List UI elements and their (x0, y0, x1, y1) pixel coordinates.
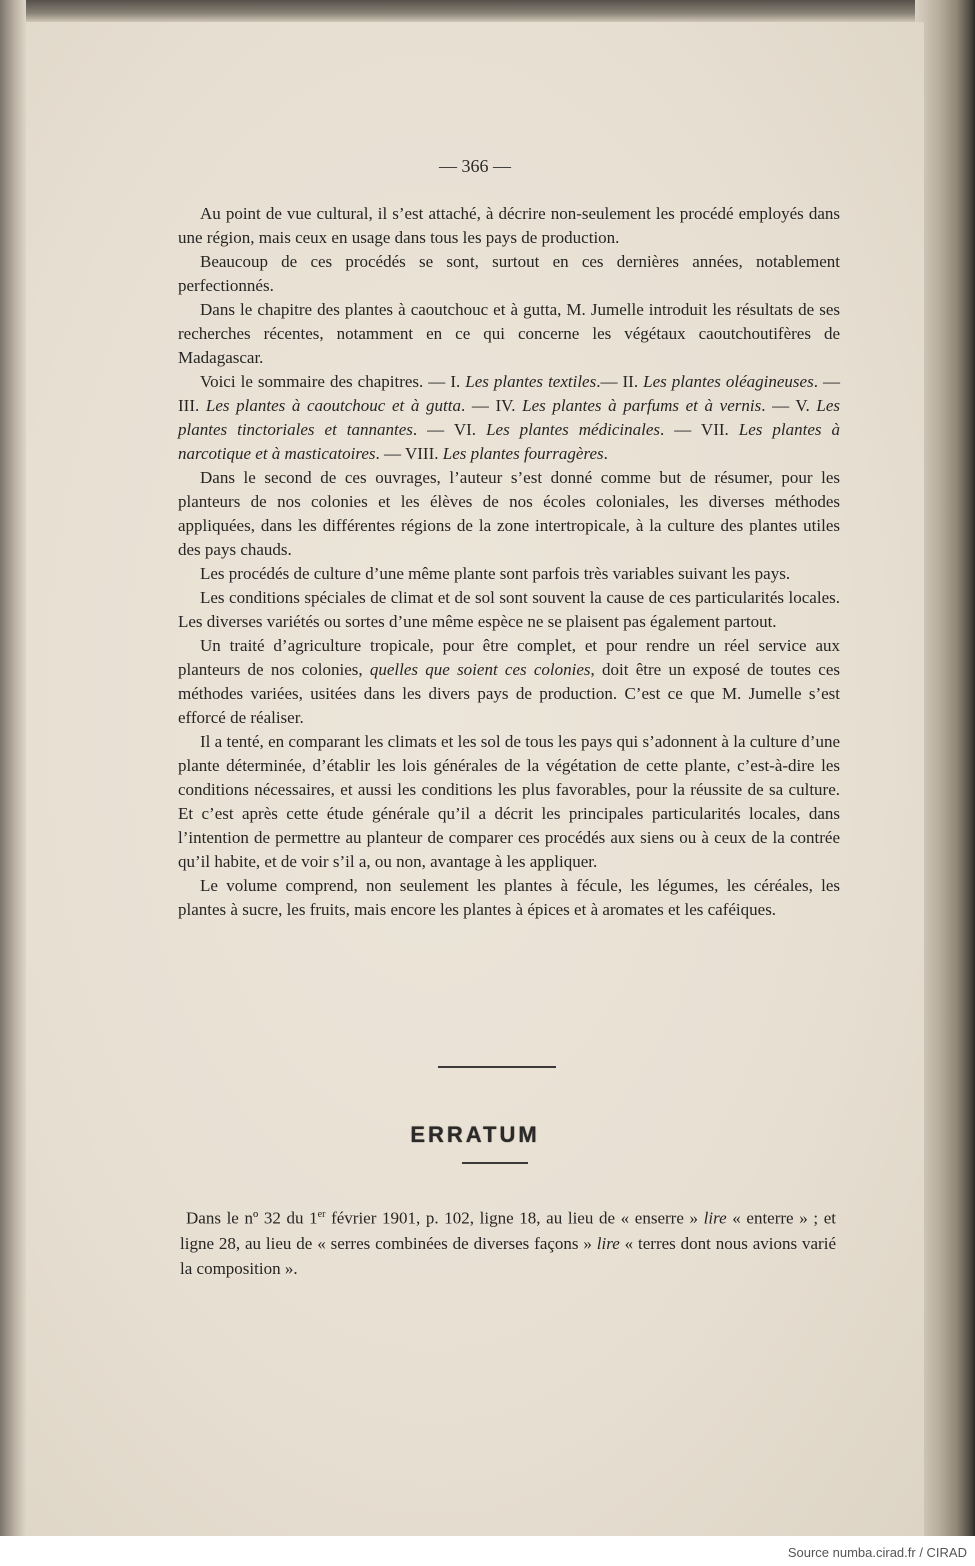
erratum-text: février 1901, p. 102, ligne 18, au lieu de « enserre » (325, 1208, 704, 1228)
sommaire-text: . (603, 444, 608, 463)
paragraph-volume: Le volume comprend, non seulement les plantes à fécule, les légumes, les céréales, les plantes à sucre, les fruits, mais encore les plantes à épices et à aromates et les caféiques. (178, 876, 840, 919)
traite-emphasis: quelles que soient ces colonies (369, 660, 591, 679)
chapter-title: Les plantes à narcotique et à masticatoires (178, 420, 841, 463)
sommaire-text: Voici le sommaire des chapitres. — I. (200, 372, 466, 391)
chapter-title: Les plantes textiles (465, 372, 597, 391)
book-edge-top (0, 0, 975, 22)
paragraph-second-ouvrage: Dans le second de ces ouvrages, l’auteur s’est donné comme but de résumer, pour les planteurs de nos colonies et les élèves de nos écoles coloniales, les diverses méthodes appliquées, dans les différentes régions de la zone intertropicale, à la culture des plantes utiles des pays chauds. (178, 468, 840, 559)
sommaire-text: . — V. (761, 396, 817, 415)
chapter-title: Les plantes à parfums et à vernis (522, 396, 762, 415)
chapter-title: Les plantes oléagineuses (643, 372, 814, 391)
erratum-text: « enterre » ; et ligne 28, au lieu de « serres combinées de diverses façons » (180, 1208, 836, 1253)
ordinal-superscript: er (317, 1209, 326, 1220)
lire-italic: lire (596, 1233, 620, 1253)
chapter-title: Les plantes fourragères (442, 444, 604, 463)
paragraph-variables: Les procédés de culture d’une même plante sont parfois très variables suivant les pays. (200, 564, 791, 583)
erratum-text: Dans le nº 32 du 1 (186, 1208, 318, 1228)
book-fore-edge (915, 0, 975, 1536)
article-body (178, 202, 840, 922)
paragraph-traite (178, 634, 840, 730)
paragraph-sommaire (178, 370, 840, 466)
page-number: — 366 — (439, 156, 511, 176)
erratum-paragraph (180, 1202, 836, 1281)
sommaire-text: . — III. (178, 372, 840, 415)
paragraph-procedes: Beaucoup de ces procédés se sont, surtout en ces dernières années, notablement perfectionnés. (178, 252, 840, 295)
heading-underline (462, 1162, 528, 1164)
erratum-body (180, 1202, 836, 1281)
sommaire-text: . — VI. (412, 420, 487, 439)
paragraph-cultural: Au point de vue cultural, il s’est attaché, à décrire non-seulement les procédé employés dans une région, mais ceux en usage dans tous les pays de production. (178, 204, 840, 247)
book-spine-edge (0, 0, 26, 1536)
sommaire-text: .— II. (596, 372, 644, 391)
sommaire-text: . — VII. (659, 420, 739, 439)
paragraph-climats: Il a tenté, en comparant les climats et les sol de tous les pays qui s’adonnent à la culture d’une plante déterminée, d’établir les lois générales de la végétation de cette plante, c’est-à-dire les conditions nécessaires, et aussi les conditions les plus favorables, pour la réussite de sa culture. Et c’est après cette étude générale qu’il a décrit les principales particularités locales, dans l’intention de permettre au planteur de comparer ces procédés aux siens ou à ceux de la contrée qu’il habite, et de voir s’il a, ou non, avantage à les appliquer. (178, 732, 840, 871)
chapter-title: Les plantes tinctoriales et tannantes (178, 396, 841, 439)
source-credit: Source numba.cirad.fr / CIRAD (787, 1545, 967, 1560)
chapter-title: Les plantes à caoutchouc et à gutta (205, 396, 461, 415)
traite-text: Un traité d’agriculture tropicale, pour être complet, et pour rendre un réel service aux planteurs de nos colonies, (178, 636, 840, 679)
paragraph-caoutchouc: Dans le chapitre des plantes à caoutchouc et à gutta, M. Jumelle introduit les résultats de ses recherches récentes, notamment en ce qui concerne les végétaux caoutchoutifères de Madagascar. (178, 300, 840, 367)
paragraph-conditions: Les conditions spéciales de climat et de sol sont souvent la cause de ces particularités locales. Les diverses variétés ou sortes d’une même espèce ne se plaisent pas également partout. (178, 588, 840, 631)
sommaire-text: . — VIII. (375, 444, 443, 463)
page-sheet (26, 22, 924, 1536)
sommaire-text: . — IV. (460, 396, 523, 415)
section-divider (438, 1066, 556, 1068)
chapter-title: Les plantes médicinales (486, 420, 660, 439)
erratum-heading: ERRATUM (410, 1122, 540, 1147)
lire-italic: lire (703, 1208, 727, 1228)
traite-text: , doit être un exposé de toutes ces méthodes variées, usitées dans les divers pays de production. C’est ce que M. Jumelle s’est efforcé de réaliser. (178, 660, 840, 727)
erratum-text: « terres dont nous avions varié la composition ». (180, 1233, 836, 1278)
